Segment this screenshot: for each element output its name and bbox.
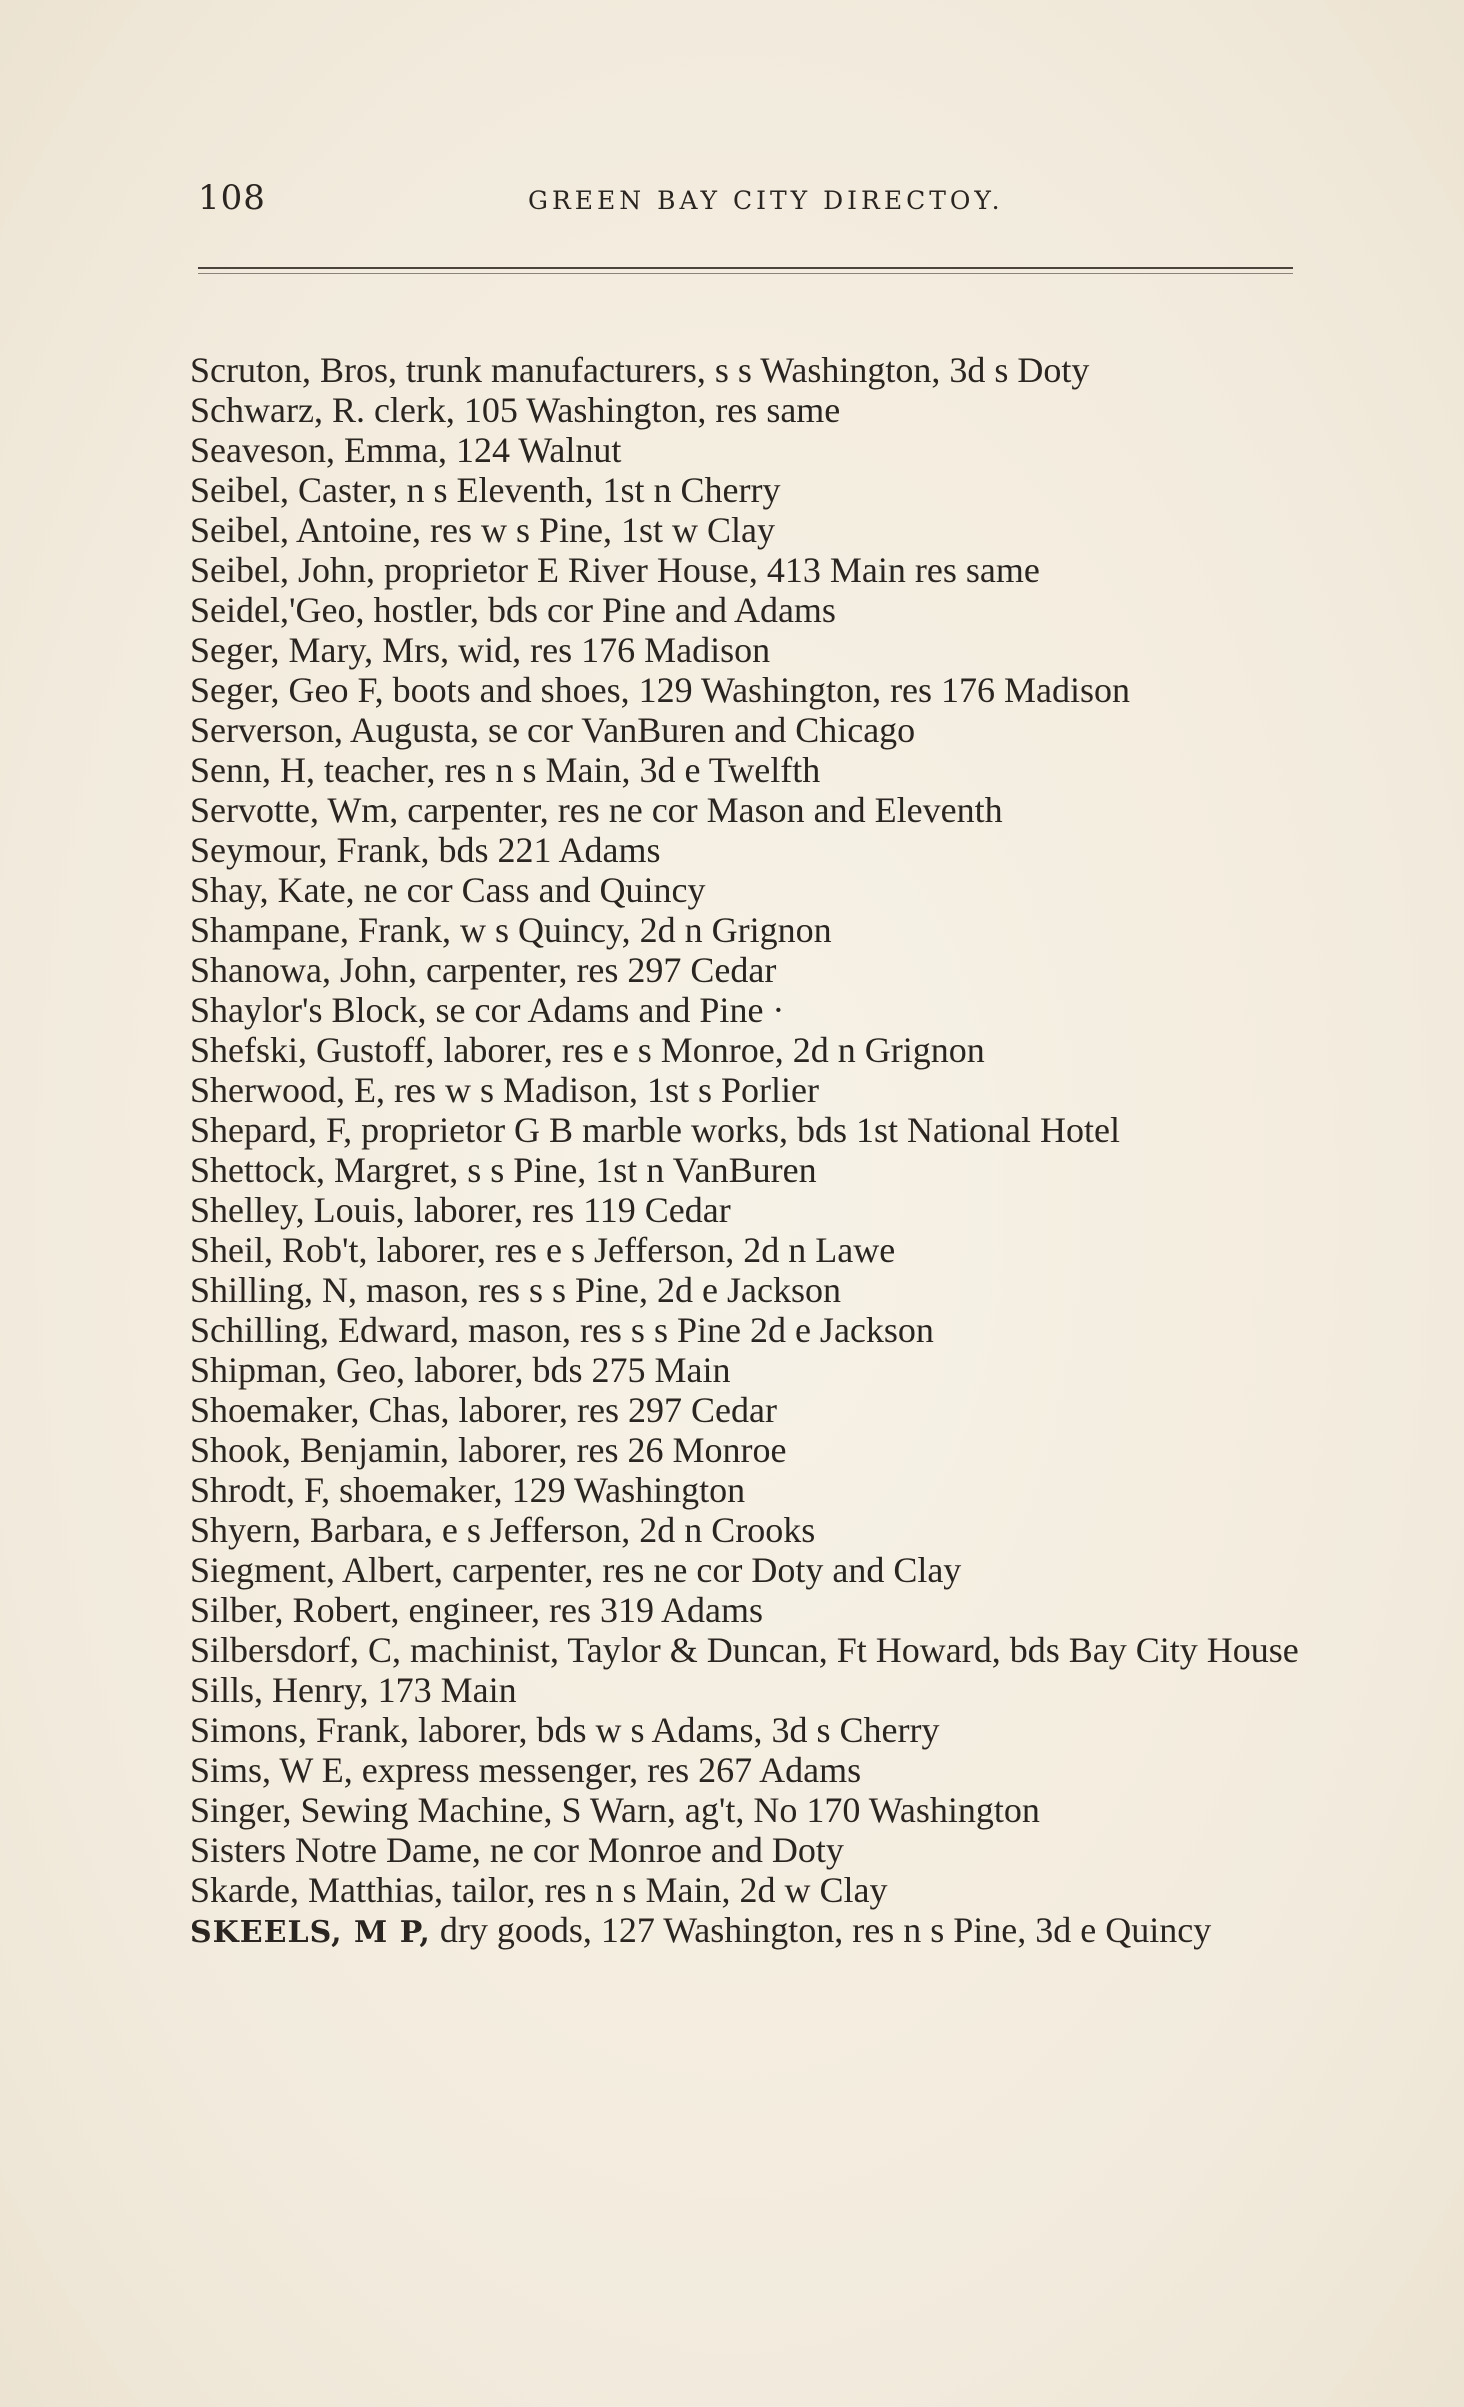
directory-entry: Sims, W E, express messenger, res 267 Adams	[190, 1750, 862, 1790]
directory-entry: Seymour, Frank, bds 221 Adams	[190, 830, 661, 870]
directory-entry: Serverson, Augusta, se cor VanBuren and Chicago	[190, 710, 916, 750]
directory-entry: Shoemaker, Chas, laborer, res 297 Cedar	[190, 1390, 777, 1430]
directory-entry: Seibel, Caster, n s Eleventh, 1st n Cherry	[190, 470, 781, 510]
directory-entries	[190, 350, 1300, 1953]
page-number: 108	[198, 178, 266, 218]
header-rule	[198, 267, 1293, 269]
directory-entry: Seger, Mary, Mrs, wid, res 176 Madison	[190, 630, 771, 670]
directory-entry: Shay, Kate, ne cor Cass and Quincy	[190, 870, 706, 910]
directory-entry: Singer, Sewing Machine, S Warn, ag't, No 170 Washington	[190, 1790, 1040, 1830]
directory-entry: Shaylor's Block, se cor Adams and Pine ·	[190, 990, 785, 1030]
entry-rest: dry goods, 127 Washington, res n s Pine, 3d e Quincy	[430, 1910, 1212, 1950]
directory-entry: Scruton, Bros, trunk manufacturers, s s Washington, 3d s Doty	[190, 350, 1090, 390]
directory-entry: Shyern, Barbara, e s Jefferson, 2d n Crooks	[190, 1510, 816, 1550]
directory-entry: Sheil, Rob't, laborer, res e s Jefferson, 2d n Lawe	[190, 1230, 896, 1270]
header-rule-thin	[198, 273, 1293, 274]
directory-entry: Shipman, Geo, laborer, bds 275 Main	[190, 1350, 731, 1390]
directory-entry: Shettock, Margret, s s Pine, 1st n VanBuren	[190, 1150, 817, 1190]
directory-entry: Shrodt, F, shoemaker, 129 Washington	[190, 1470, 746, 1510]
directory-entry: Shook, Benjamin, laborer, res 26 Monroe	[190, 1430, 787, 1470]
directory-entry: Seibel, Antoine, res w s Pine, 1st w Clay	[190, 510, 775, 550]
directory-entry: Sills, Henry, 173 Main	[190, 1670, 517, 1710]
directory-entry-last	[190, 1910, 1300, 1953]
directory-entry: Siegment, Albert, carpenter, res ne cor Doty and Clay	[190, 1550, 962, 1590]
directory-entry: Skarde, Matthias, tailor, res n s Main, 2d w Clay	[190, 1870, 888, 1910]
directory-entry: Silber, Robert, engineer, res 319 Adams	[190, 1590, 763, 1630]
directory-entry: Simons, Frank, laborer, bds w s Adams, 3d s Cherry	[190, 1710, 940, 1750]
running-title: GREEN BAY CITY DIRECTOY.	[528, 186, 1004, 215]
directory-entry: Schwarz, R. clerk, 105 Washington, res same	[190, 390, 841, 430]
directory-entry: Senn, H, teacher, res n s Main, 3d e Twelfth	[190, 750, 821, 790]
page-header	[198, 178, 1298, 228]
directory-entry: Silbersdorf, C, machinist, Taylor & Duncan, Ft Howard, bds Bay City House	[190, 1630, 1299, 1670]
directory-entry: Shefski, Gustoff, laborer, res e s Monroe, 2d n Grignon	[190, 1030, 985, 1070]
directory-entry: Seger, Geo F, boots and shoes, 129 Washington, res 176 Madison	[190, 670, 1131, 710]
directory-entry: Shepard, F, proprietor G B marble works, bds 1st National Hotel	[190, 1110, 1120, 1150]
entry-bold-name: SKEELS, M P,	[190, 1915, 431, 1950]
directory-entry: Shilling, N, mason, res s s Pine, 2d e Jackson	[190, 1270, 841, 1310]
directory-entry: Seidel,'Geo, hostler, bds cor Pine and Adams	[190, 590, 836, 630]
directory-entry: Shanowa, John, carpenter, res 297 Cedar	[190, 950, 777, 990]
directory-entry: Shampane, Frank, w s Quincy, 2d n Grignon	[190, 910, 832, 950]
directory-entry: Seaveson, Emma, 124 Walnut	[190, 430, 622, 470]
directory-entry: Sherwood, E, res w s Madison, 1st s Porlier	[190, 1070, 819, 1110]
directory-entry: Seibel, John, proprietor E River House, 413 Main res same	[190, 550, 1040, 590]
directory-entry: Schilling, Edward, mason, res s s Pine 2d e Jackson	[190, 1310, 934, 1350]
directory-entry: Servotte, Wm, carpenter, res ne cor Mason and Eleventh	[190, 790, 1003, 830]
directory-entry: Shelley, Louis, laborer, res 119 Cedar	[190, 1190, 731, 1230]
directory-entry: Sisters Notre Dame, ne cor Monroe and Doty	[190, 1830, 844, 1870]
